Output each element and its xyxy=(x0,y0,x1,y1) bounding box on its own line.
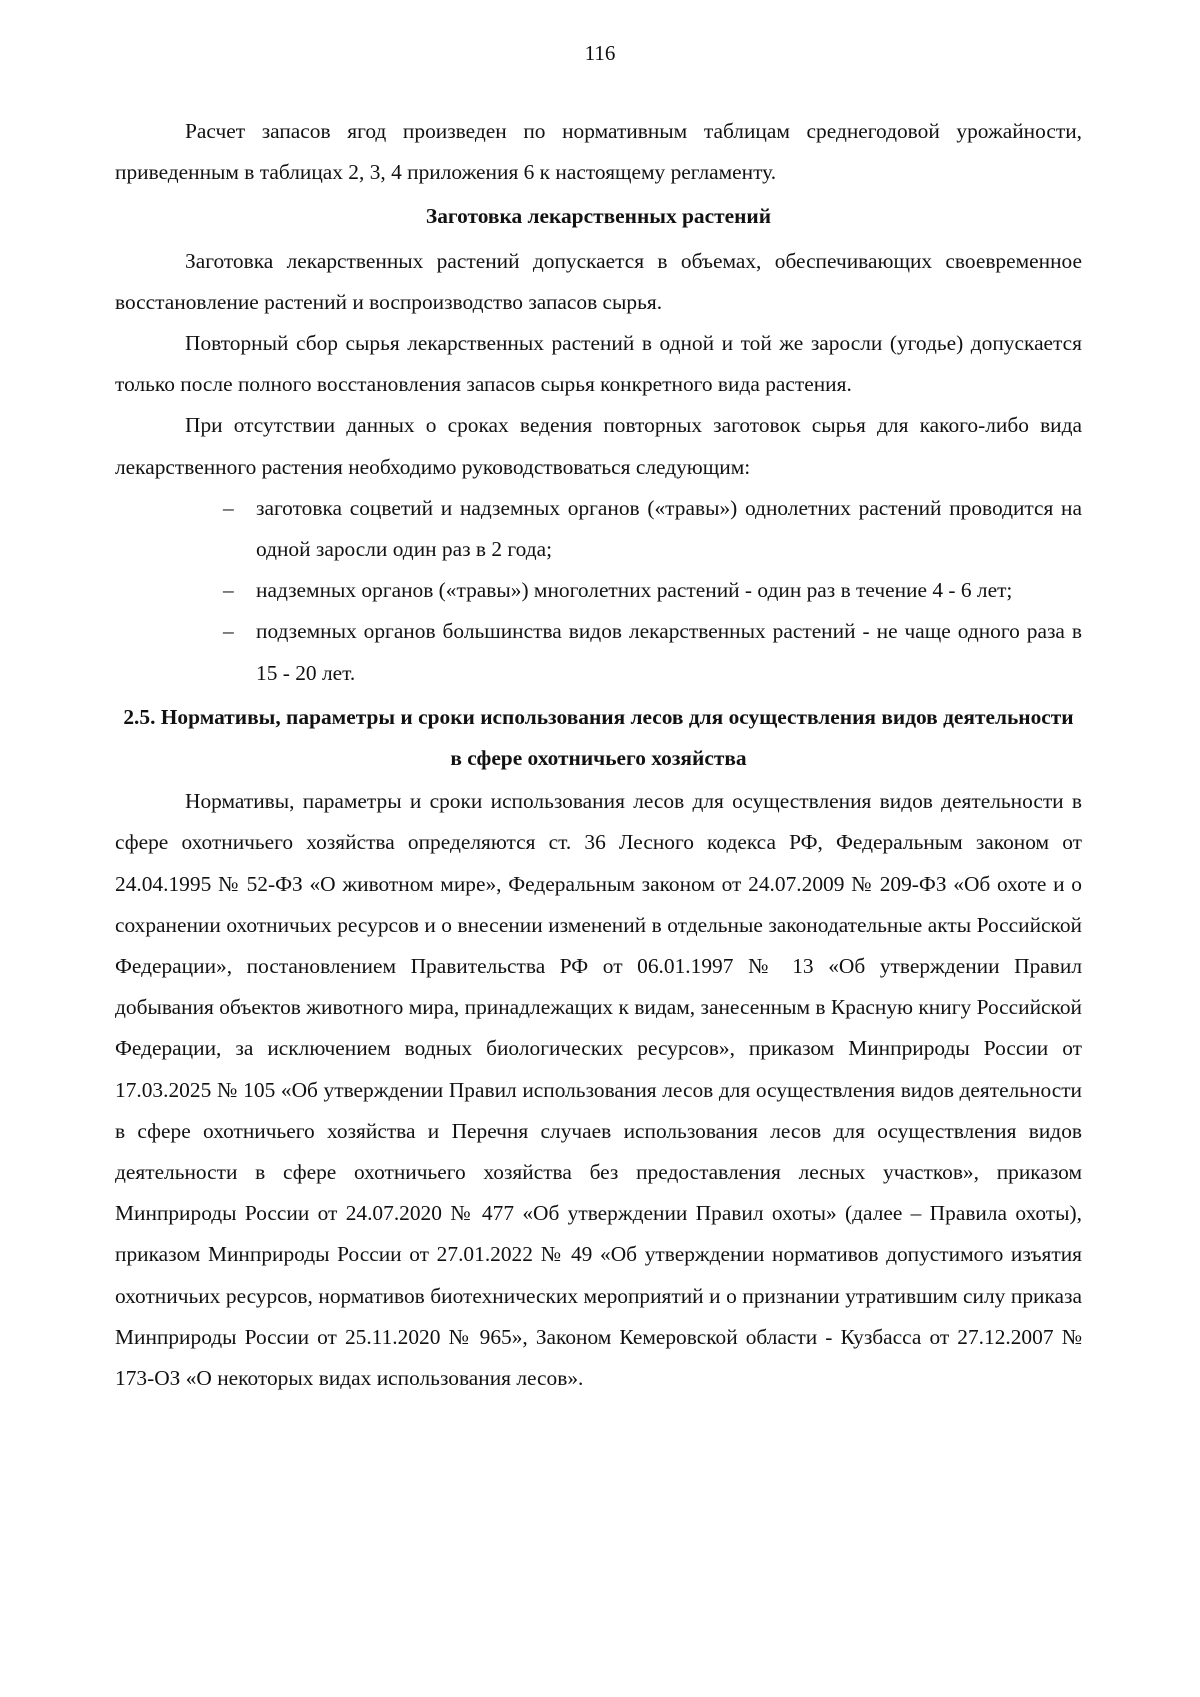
section-2-5-heading: 2.5. Нормативы, параметры и сроки использования лесов для осуществления видов деятельности в сфере охотничьего хозяйства xyxy=(123,704,1074,771)
list-item-text: надземных органов («травы») многолетних растений - один раз в течение 4 - 6 лет; xyxy=(256,578,1013,603)
list-item xyxy=(115,488,1082,570)
harvest-frequency-list xyxy=(115,488,1082,694)
page-content xyxy=(115,111,1082,1399)
medicinal-plants-heading: Заготовка лекарственных растений xyxy=(425,204,772,229)
dash-marker: – xyxy=(223,619,234,644)
list-item-text: подземных органов большинства видов лекарственных растений - не чаще одного раза в 15 - 20 лет. xyxy=(256,619,1082,685)
medicinal-paragraph-2: Повторный сбор сырья лекарственных растений в одной и той же заросли (угодье) допускается только после полного восстановления запасов сырья конкретного вида растения. xyxy=(115,331,1082,397)
list-item xyxy=(115,611,1082,693)
list-item xyxy=(115,570,1082,611)
dash-marker: – xyxy=(223,578,234,603)
berry-reserves-paragraph: Расчет запасов ягод произведен по нормативным таблицам среднегодовой урожайности, приведенным в таблицах 2, 3, 4 приложения 6 к настоящему регламенту. xyxy=(115,119,1082,185)
list-item-text: заготовка соцветий и надземных органов («травы») однолетних растений проводится на одной заросли один раз в 2 года; xyxy=(256,495,1082,562)
hunting-regulations-paragraph: Нормативы, параметры и сроки использования лесов для осуществления видов деятельности в сфере охотничьего хозяйства определяются ст. 36 Лесного кодекса РФ, Федеральным законом от 24.04.1995 № 52-ФЗ «О животном мире», Федеральным законом от 24.07.2009 № 209-ФЗ «Об охоте и о сохранении охотничьих ресурсов и о внесении изменений в отдельные законодательные акты Российской Федерации», постановлением Правительства РФ от 06.01.1997 № 13 «Об утверждении Правил добывания объектов животного мира, принадлежащих к видам, занесенным в Красную книгу Российской Федерации, за исключением водных биологических ресурсов», приказом Минприроды России от 17.03.2025 № 105 «Об утверждении Правил использования лесов для осуществления видов деятельности в сфере охотничьего хозяйства и Перечня случаев использования лесов для осуществления видов деятельности в сфере охотничьего хозяйства без предоставления лесных участков», приказом Минприроды России от 24.07.2020 № 477 «Об утверждении Правил охоты» (далее – Правила охоты), приказом Минприроды России от 27.01.2022 № 49 «Об утверждении нормативов допустимого изъятия охотничьих ресурсов, нормативов биотехнических мероприятий и о признании утратившим силу приказа Минприроды России от 25.11.2020 № 965», Законом Кемеровской области - Кузбасса от 27.12.2007 № 173-ОЗ «О некоторых видах использования лесов». xyxy=(115,789,1082,1391)
page-number: 116 xyxy=(584,41,616,65)
dash-marker: – xyxy=(223,495,234,520)
medicinal-paragraph-3: При отсутствии данных о сроках ведения повторных заготовок сырья для какого-либо вида лекарственного растения необходимо руководствоваться следующим: xyxy=(115,413,1082,479)
medicinal-paragraph-1: Заготовка лекарственных растений допускается в объемах, обеспечивающих своевременное восстановление растений и воспроизводство запасов сырья. xyxy=(115,248,1082,314)
